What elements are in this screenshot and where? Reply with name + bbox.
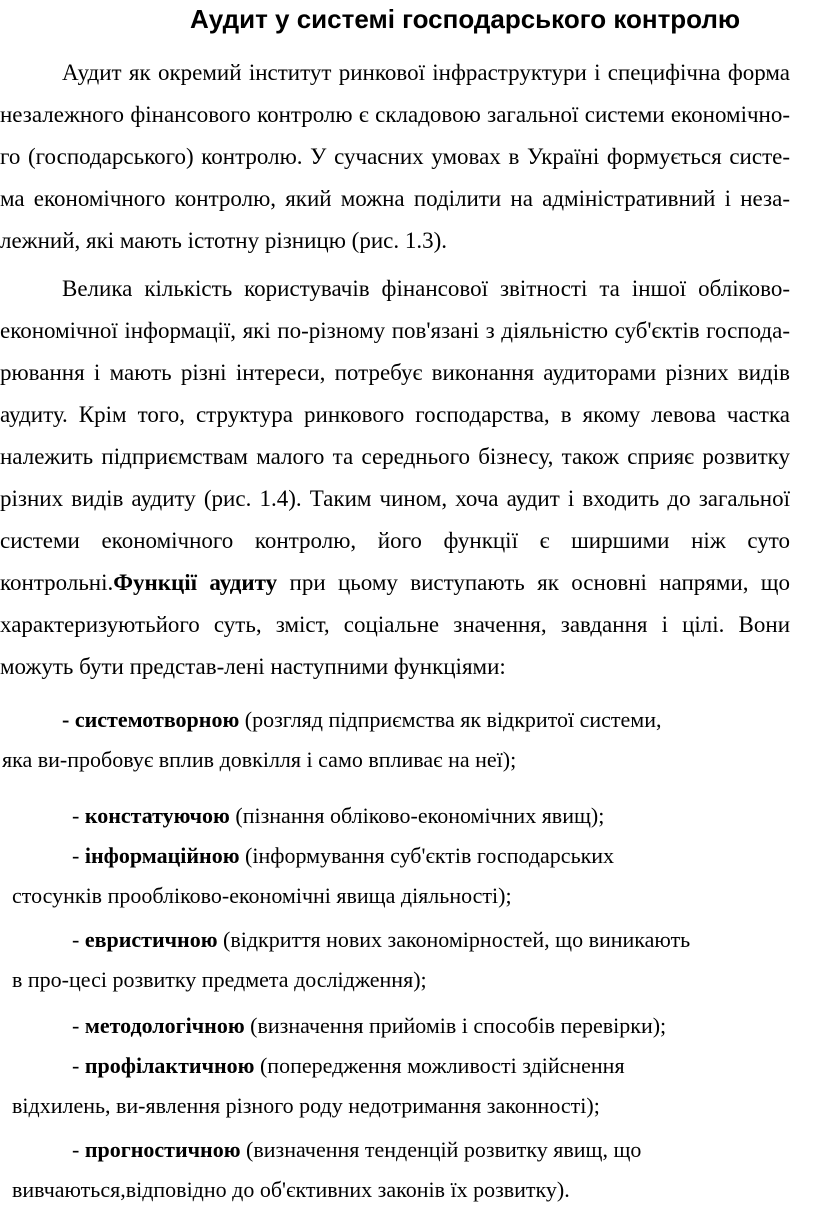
- paragraph-functions-intro: [0, 268, 790, 688]
- function-item: - прогностичною (визначення тенденцій розвитку явищ, що вивчаються,відповідно до об'єктивних законів їх розвитку).: [12, 1137, 642, 1202]
- paragraph-intro: [0, 52, 790, 262]
- function-term: профілактичною: [84, 1053, 255, 1078]
- function-item: - методологічною (визначення прийомів і способів перевірки);: [72, 1013, 667, 1038]
- paragraph-text: Аудит як окремий інститут ринкової інфраструктури і специфічна форма незалежного фінансового контролю є складовою загальної системи економічно-го (господарського) контролю. У сучасних умовах в Україні формується систе- ма економічного контролю, який можна поділити на адміністративний і неза- лежний, які мають істотну різницю (рис. 1.3).: [0, 60, 790, 253]
- function-item: - інформаційною (інформування суб'єктів господарських стосунків прообліково-економічні явища діяльності);: [12, 843, 615, 908]
- function-item: - системотворною (розгляд підприємства як відкритої системи, яка ви-пробовує вплив довкілля і само впливає на неї);: [2, 707, 662, 772]
- function-item: - констатуючою (пізнання обліково-економічних явищ);: [72, 803, 605, 828]
- page-title: Аудит у системі господарського контролю: [190, 4, 741, 34]
- function-term: методологічною: [84, 1013, 245, 1038]
- function-term: прогностичною: [84, 1137, 241, 1162]
- function-term: інформаційною: [84, 843, 240, 868]
- function-item: - евристичною (відкриття нових закономірностей, що виникають в про-цесі розвитку предмета дослідження);: [12, 927, 691, 992]
- bold-term: Функції аудиту: [113, 570, 278, 595]
- function-term: констатуючою: [84, 803, 230, 828]
- function-term: системотворною: [74, 707, 240, 732]
- function-term: евристичною: [84, 927, 218, 952]
- paragraph-text: Велика кількість користувачів фінансової звітності та іншої обліково-економічної інформації, які по-різному пов'язані з діяльністю суб'єктів господа-рювання і мають різні інтереси, потребує виконання аудиторами різних видів аудиту. Крім того, структура ринкового господарства, в якому левова частка належить підприємствам малого та середнього бізнесу, також сприяє розвитку різних видів аудиту (рис. 1.4). Таким чином, хоча аудит і входить до загальної системи економічного контролю, його функції є ширшими ніж суто контрольні.Функції аудиту при цьому виступають як основні напрями, що характеризуютьйого суть, зміст, соціальне значення, завдання і цілі. Вони можуть бути представ-лені наступними функціями:: [0, 276, 790, 679]
- function-item: - профілактичною (попередження можливості здійснення відхилень, ви-явлення різного роду недотримання законності);: [12, 1053, 625, 1118]
